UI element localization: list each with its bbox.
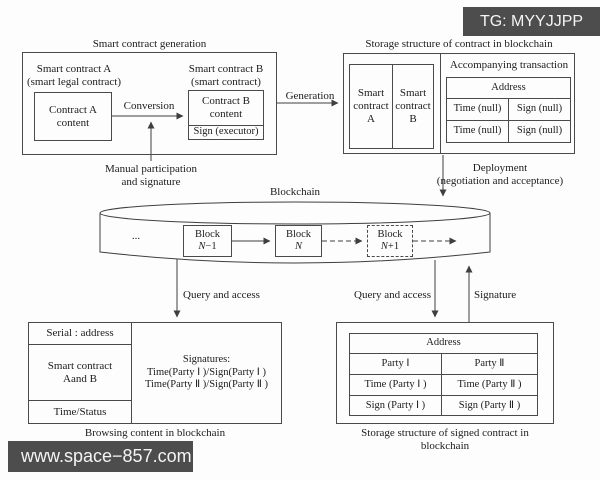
tg-watermark-badge: TG: MYYJJPP [463,7,600,36]
sign-party-1-cell: Sign (Party Ⅰ ) [365,399,426,411]
manual-participation-label [91,163,211,189]
deployment-label [420,162,580,188]
smart-contract-a-label [23,63,125,89]
block-n: N [198,241,206,252]
smart-contract-a-line2: (smart legal contract) [26,76,122,88]
cell-a-line2: contract [353,100,389,112]
contract-a-line2: content [56,116,90,129]
generation-label: Generation [285,90,335,102]
cell-b-line3: B [409,113,417,125]
time-party-1-cell: Time (Party Ⅰ ) [364,378,427,390]
sign-null-cell: Sign (null) [508,121,570,142]
ellipsis-label: ... [131,230,141,242]
time-null-cell: Time (null) [453,125,502,137]
sign-null-cell: Sign (null) [508,99,570,120]
smart-contract-b-line2: (smart contract) [191,76,261,88]
signed-storage-caption: Storage structure of signed contract in blockchain [361,427,529,452]
smart-contract-b-line1: Smart contract B [188,63,264,75]
party-1-cell: Party Ⅰ [381,357,410,369]
signature-label: Signature [474,289,517,301]
smart-contract-b-label [176,63,276,89]
block-suffix: +1 [387,241,400,252]
manual-line2: and signature [121,176,181,188]
contract-ab-line2: Aand B [63,372,97,385]
manual-line1: Manual participation [105,163,197,175]
time-row [350,375,537,396]
signatures-line1: Time(Party Ⅰ )/Sign(Party Ⅰ ) [147,366,266,378]
signatures-line2: Time(Party Ⅱ )/Sign(Party Ⅱ ) [144,379,269,391]
block-word: Block [285,228,312,240]
contract-b-line1: Contract B [202,95,250,107]
contract-b-content-cell [189,91,263,125]
generation-section-title: Smart contract generation [92,38,207,50]
signed-contract-box [336,322,554,424]
smart-contract-a-line1: Smart contract A [36,63,112,75]
address-header-cell: Address [447,78,570,99]
accompanying-transaction-label: Accompanying transaction [449,59,569,71]
party-row [350,354,537,375]
accompanying-table [446,77,571,143]
block-word: Block [194,228,221,240]
contract-b-line2: content [209,108,243,120]
cell-b-line1: Smart [399,87,427,99]
blockchain-label: Blockchain [269,186,321,198]
signatures-title: Signatures: [182,354,231,366]
cell-a-line3: A [367,113,375,125]
time-status-cell: Time/Status [53,405,107,418]
smart-contract-b-cell [392,65,433,148]
smart-contract-ab-cell [29,345,131,401]
serial-address-cell: Serial : address [29,323,131,345]
time-null-cell: Time (null) [453,103,502,115]
sign-executor-cell: Sign (executor) [189,125,263,139]
block-n: N [380,241,388,252]
transaction-row [447,99,570,121]
query-access-right-label: Query and access [354,289,431,301]
block-suffix: −1 [205,241,217,252]
storage-divider [440,54,441,153]
block-n: N [294,241,302,252]
signed-address-cell: Address [350,334,537,354]
storage-section-title: Storage structure of contract in blockchain [365,38,553,50]
browsing-caption: Browsing content in blockchain [84,427,226,439]
party-2-cell: Party Ⅱ [441,354,537,374]
contract-b-box [188,90,264,140]
cell-b-line2: contract [395,100,431,112]
block-n [275,225,322,257]
deployment-line2: (negotiation and acceptance) [436,175,564,187]
contract-a-line1: Contract A [49,103,97,116]
contract-ab-line1: Smart contract [47,359,113,372]
smart-contract-a-cell [350,65,392,148]
block-n-minus-1 [183,225,232,257]
transaction-row [447,121,570,142]
query-access-left-label: Query and access [183,289,260,301]
contract-a-content-box [34,92,112,141]
block-n-plus-1 [367,225,413,257]
cylinder-top [100,202,490,224]
browsing-content-box [28,322,282,424]
site-watermark-bar: www.space−857.com [8,441,193,472]
sign-party-2-cell: Sign (Party Ⅱ ) [441,396,537,416]
signed-contract-table [349,333,538,416]
contract-pair-box [349,64,434,149]
conversion-label: Conversion [123,100,175,112]
signatures-cell [132,323,281,423]
browse-left-column [29,323,132,423]
cell-a-line1: Smart [357,87,385,99]
block-word: Block [377,228,403,240]
sign-row [350,396,537,416]
deployment-line1: Deployment [472,162,528,174]
time-party-2-cell: Time (Party Ⅱ ) [441,375,537,395]
